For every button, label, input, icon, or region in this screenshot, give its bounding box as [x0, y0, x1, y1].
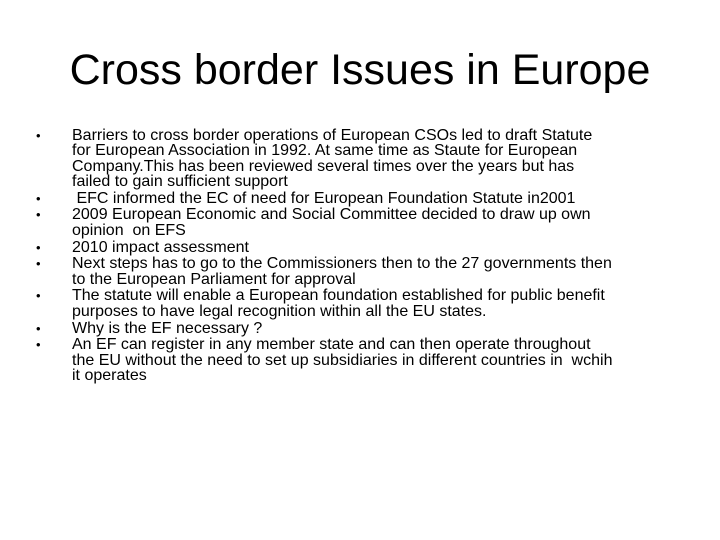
bullet-item-2: [36, 191, 696, 206]
bullet-dot-icon: •: [36, 256, 41, 272]
bullet-item-1: [36, 128, 696, 189]
bullet-item-8: [36, 337, 696, 383]
bullet-dot-icon: •: [36, 288, 41, 304]
bullet-text: Barriers to cross border operations of European CSOs led to draft Statute for European Association in 1992. At same time as Staute for European Company.This has been reviewed several times over the years but has failed to gain sufficient support: [72, 127, 593, 190]
bullet-text: Next steps has to go to the Commissioners then to the 27 governments then to the European Parliament for approval: [72, 255, 612, 288]
bullet-text: An EF can register in any member state and can then operate throughout the EU without the need to set up subsidiaries in different countries in wchih it operates: [72, 336, 613, 384]
bullet-text: The statute will enable a European foundation established for public benefit purposes to have legal recognition within all the EU states.: [72, 287, 605, 320]
bullet-dot-icon: •: [36, 337, 41, 353]
bullet-item-5: [36, 256, 696, 287]
bullet-dot-icon: •: [36, 239, 41, 255]
bullet-text: 2009 European Economic and Social Committee decided to draw up own opinion on EFS: [72, 206, 591, 239]
bullet-item-3: [36, 207, 696, 238]
bullet-text: EFC informed the EC of need for European Foundation Statute in2001: [72, 189, 576, 207]
bullet-text: Why is the EF necessary ?: [72, 319, 263, 337]
bullet-text: 2010 impact assessment: [72, 238, 249, 256]
bullet-list: [36, 128, 696, 385]
bullet-dot-icon: •: [36, 207, 41, 223]
bullet-dot-icon: •: [36, 190, 41, 206]
bullet-item-6: [36, 288, 696, 319]
bullet-item-7: [36, 321, 696, 336]
bullet-dot-icon: •: [36, 128, 41, 143]
bullet-dot-icon: •: [36, 320, 41, 336]
bullet-item-4: [36, 240, 696, 255]
slide-title: Cross border Issues in Europe: [69, 46, 651, 94]
